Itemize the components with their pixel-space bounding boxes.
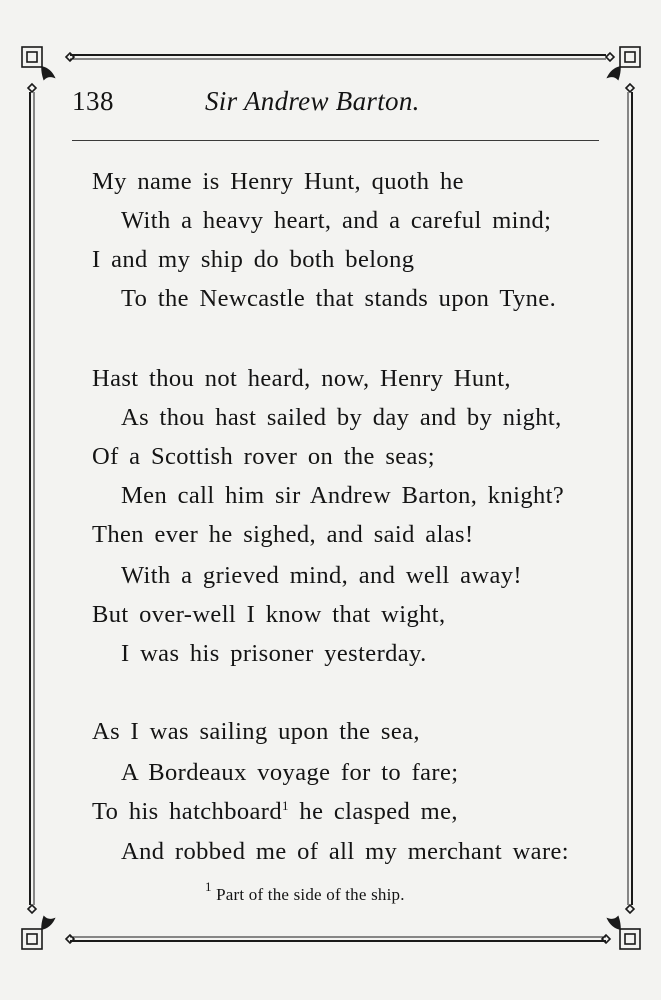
verse-line: I was his prisoner yesterday. [121,640,427,667]
verse-line: Then ever he sighed, and said alas! [92,521,474,548]
verse-line: Men call him sir Andrew Barton, knight? [121,482,565,509]
page-number: 138 [72,86,114,116]
verse-line-text: he clasped me, [288,798,458,825]
corner-ornament-top-right [606,47,640,92]
corner-ornament-bottom-right [602,905,640,949]
header-rule [72,140,599,141]
verse-line [92,798,458,826]
verse-line: Of a Scottish rover on the seas; [92,443,435,470]
verse-line: As I was sailing upon the sea, [92,718,420,745]
footnote-text: Part of the side of the ship. [211,885,405,904]
footnote-mark: 1 [205,879,212,894]
verse-line-text: To his hatchboard [92,798,282,825]
verse-line: To the Newcastle that stands upon Tyne. [121,285,557,312]
footnote-reference: 1 [282,798,289,813]
footnote [205,879,405,905]
verse-line: As thou hast sailed by day and by night, [121,404,562,431]
verse-line: But over-well I know that wight, [92,601,446,628]
verse-line: Hast thou not heard, now, Henry Hunt, [92,365,511,392]
verse-line: I and my ship do both belong [92,246,415,273]
corner-ornament-bottom-left [22,905,74,949]
verse-line: My name is Henry Hunt, quoth he [92,168,464,195]
verse-line: A Bordeaux voyage for to fare; [121,759,459,786]
verse-line: With a heavy heart, and a careful mind; [121,207,552,234]
running-head-title: Sir Andrew Barton. [205,86,420,116]
verse-line: And robbed me of all my merchant ware: [121,838,569,865]
verse-line: With a grieved mind, and well away! [121,562,522,589]
corner-ornament-top-left [22,47,74,92]
